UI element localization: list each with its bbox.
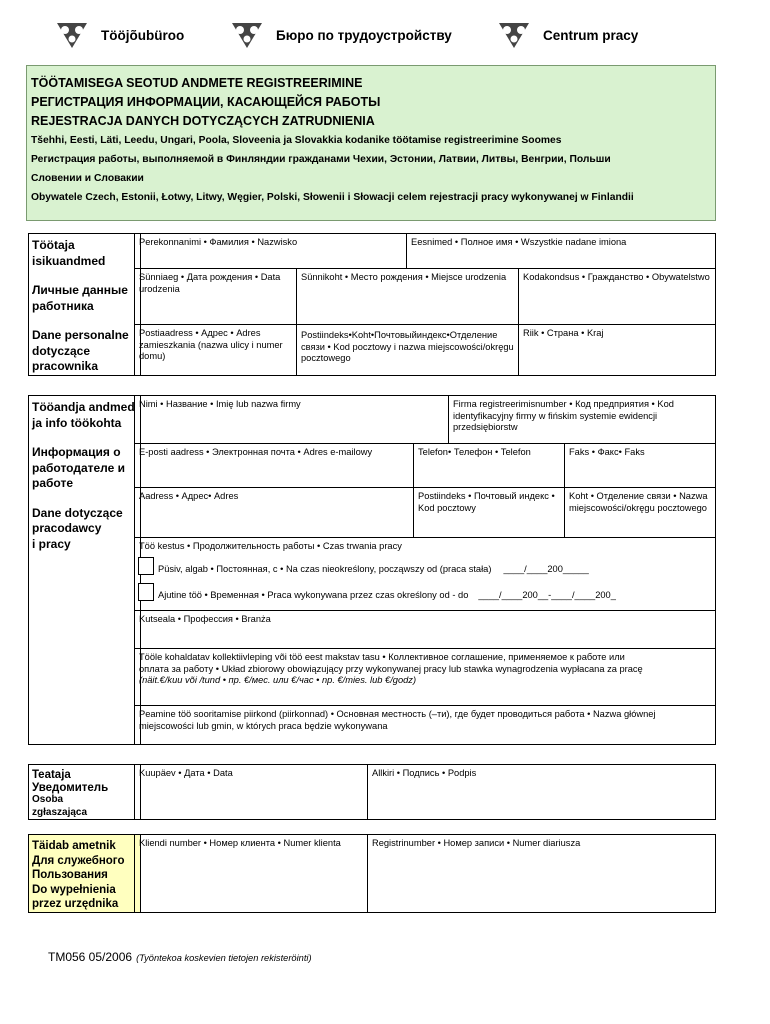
- subtitle-pl: Obywatele Czech, Estonii, Łotwy, Litwy, Węgier, Polski, Słowenii i Słowacji celem rejestracji pracy wykonywanej w Finlandii: [31, 192, 634, 203]
- employee-postcode-field[interactable]: Postiindeks•Koht•Почтовыйиндекс•Отделение связи • Kod pocztowy i nazwa miejscowości/okręgu pocztowego: [296, 324, 518, 375]
- official-side-label: [29, 835, 141, 912]
- birthplace-field[interactable]: Sünnikoht • Место рождения • Miejsce urodzenia: [296, 268, 518, 324]
- employer-side-line: работе: [32, 476, 73, 490]
- notifier-side-label: [29, 765, 141, 819]
- header-item-pl: [497, 20, 638, 50]
- official-use-section: [28, 834, 716, 913]
- employee-side-line: dotyczące: [32, 343, 91, 358]
- header-label-ru: Бюро по трудоустройству: [276, 27, 452, 43]
- employer-side-line: i pracy: [32, 536, 71, 551]
- subtitle-ru-1: Регистрация работы, выполняемой в Финляндии гражданами Чехии, Эстонии, Латвии, Литвы, Венгрии, Польши: [31, 154, 611, 165]
- header-item-ru: [230, 20, 452, 50]
- employer-fax-field[interactable]: Faks • Факс• Faks: [564, 443, 715, 487]
- title-et: TÖÖTAMISEGA SEOTUD ANDMETE REGISTREERIMINE: [31, 76, 363, 90]
- title-pl: REJESTRACJA DANYCH DOTYCZĄCYCH ZATRUDNIENIA: [31, 114, 375, 128]
- header-label-et: Tööjõubüroo: [101, 27, 185, 43]
- employee-side-line: Töötaja: [32, 238, 75, 252]
- employer-address-field[interactable]: Aadress • Адрес• Adres: [134, 487, 413, 537]
- header-item-et: [55, 20, 184, 50]
- labour-office-logo-icon: [497, 20, 531, 50]
- temporary-checkbox[interactable]: [138, 583, 154, 601]
- employer-phone-field[interactable]: Telefon• Телефон • Telefon: [413, 443, 564, 487]
- employee-side-line: работника: [32, 298, 94, 313]
- temporary-row: [138, 583, 616, 602]
- surname-field[interactable]: Perekonnanimi • Фамилия • Nazwisko: [134, 234, 406, 268]
- official-side-line: Для служебного: [32, 854, 125, 867]
- employee-side-line: Личные данные: [32, 283, 128, 297]
- labour-office-logo-icon: [230, 20, 264, 50]
- employer-side-line: Информация о: [32, 445, 121, 459]
- header-label-pl: Centrum pracy: [543, 27, 639, 43]
- official-side-line: przez urzędnika: [32, 898, 119, 910]
- subtitle-ru-2: Словении и Словакии: [31, 173, 144, 184]
- agreement-line-2: оплата за работу • Układ zbiorowy obowiązujący przy wykonywanej pracy lub stawka wynagrodzenia wypłacana za pracę: [139, 663, 643, 674]
- notifier-section: [28, 764, 716, 820]
- temporary-date-field[interactable]: ____/____200__-____/____200_: [478, 590, 616, 600]
- client-number-field[interactable]: Kliendi number • Номер клиента • Numer klienta: [134, 835, 367, 912]
- official-side-line: Do wypełnienia: [32, 883, 116, 896]
- citizenship-field[interactable]: Kodakondsus • Гражданство • Obywatelstwo: [518, 268, 715, 324]
- signature-field[interactable]: Allkiri • Подпись • Podpis: [367, 765, 715, 819]
- employee-address-field[interactable]: Postiaadress • Адрес • Adres zamieszkania (nazwa ulicy i numer domu): [134, 324, 296, 375]
- registration-number-field[interactable]: Registrinumber • Номер записи • Numer diariusza: [367, 835, 715, 912]
- subtitle-et: Tšehhi, Eesti, Läti, Leedu, Ungari, Poola, Sloveenia ja Slovakkia kodanike töötamise registreerimine Soomes: [31, 135, 562, 146]
- first-names-field[interactable]: Eesnimed • Полное имя • Wszystkie nadane imiona: [406, 234, 715, 268]
- work-location-field[interactable]: Peamine töö sooritamise piirkond (piirkonnad) • Основная местность (–ти), где будет проводиться работа • Nazwa głównej miejscowości lub gmin, w których praca będzie wykonywana: [134, 705, 715, 744]
- notifier-side-line: Teataja: [32, 769, 71, 781]
- birthdate-field[interactable]: Sünniaeg • Дата рождения • Data urodzenia: [134, 268, 296, 324]
- company-regnum-field[interactable]: Firma registreerimisnumber • Код предприятия • Kod identyfikacyjny firmy w fińskim systemie ewidencji przedsiębiorstw: [448, 396, 715, 443]
- title-box: [26, 65, 716, 221]
- title-ru: РЕГИСТРАЦИЯ ИНФОРМАЦИИ, КАСАЮЩЕЙСЯ РАБОТЫ: [31, 95, 381, 109]
- employer-email-field[interactable]: E-posti aadress • Электронная почта • Adres e-mailowy: [134, 443, 413, 487]
- employer-side-line: ja info töökohta: [32, 415, 122, 430]
- labour-office-logo-icon: [55, 20, 89, 50]
- form-code: TM056 05/2006: [48, 950, 133, 964]
- official-side-line: Пользования: [32, 869, 108, 881]
- country-field[interactable]: Riik • Страна • Kraj: [518, 324, 715, 375]
- work-duration-label: Töö kestus • Продолжительность работы • Czas trwania pracy: [139, 541, 402, 551]
- employer-section: [28, 395, 716, 745]
- employee-side-line: Dane personalne: [32, 328, 129, 342]
- employer-side-line: Dane dotyczące: [32, 505, 123, 520]
- official-side-line: Täidab ametnik: [32, 840, 116, 852]
- employee-side-line: pracownika: [32, 359, 99, 373]
- notifier-side-line: zgłaszająca: [32, 806, 88, 818]
- work-duration-block: [134, 537, 715, 610]
- employee-section: [28, 233, 716, 376]
- employee-side-label: [29, 234, 141, 375]
- notify-date-field[interactable]: Kuupäev • Дата • Data: [134, 765, 367, 819]
- permanent-date-field[interactable]: ____/____200_____: [503, 564, 589, 574]
- employer-side-line: Tööandja andmed: [32, 400, 135, 414]
- notifier-side-line: Уведомитель: [32, 781, 109, 794]
- temporary-label: Ajutine töö • Временная • Praca wykonywana przez czas określony od - do: [158, 590, 469, 600]
- profession-field[interactable]: Kutseala • Профессия • Branża: [134, 610, 715, 648]
- permanent-label: Püsiv, algab • Постоянная, с • Na czas nieokreślony, począwszy od (praca stała): [158, 564, 492, 574]
- permanent-row: [138, 557, 589, 576]
- employer-side-line: pracodawcy: [32, 521, 102, 535]
- employer-side-line: работодателе и: [32, 460, 126, 475]
- collective-agreement-field[interactable]: [134, 648, 715, 705]
- agreement-line-3: (näit.€/kuu või /tund • пр. €/мес. или €/час • np. €/mies. lub €/godz): [139, 675, 417, 685]
- employer-name-field[interactable]: Nimi • Название • Imię lub nazwa firmy: [134, 396, 448, 443]
- employer-side-label: [29, 396, 141, 744]
- notifier-side-line: Osoba: [32, 794, 64, 805]
- employer-post-office-field[interactable]: Koht • Отделение связи • Nazwa miejscowości/okręgu pocztowego: [564, 487, 715, 537]
- agreement-line-1: Tööle kohaldatav kollektiivleping või töö eest makstav tasu • Коллективное соглашение, применяемое к работе или: [139, 652, 625, 662]
- form-footer: [48, 950, 312, 964]
- employee-side-line: isikuandmed: [32, 253, 106, 268]
- permanent-checkbox[interactable]: [138, 557, 154, 575]
- employer-postcode-field[interactable]: Postiindeks • Почтовый индекс • Kod pocztowy: [413, 487, 564, 537]
- form-note: (Työntekoa koskevien tietojen rekisteröinti): [136, 953, 312, 963]
